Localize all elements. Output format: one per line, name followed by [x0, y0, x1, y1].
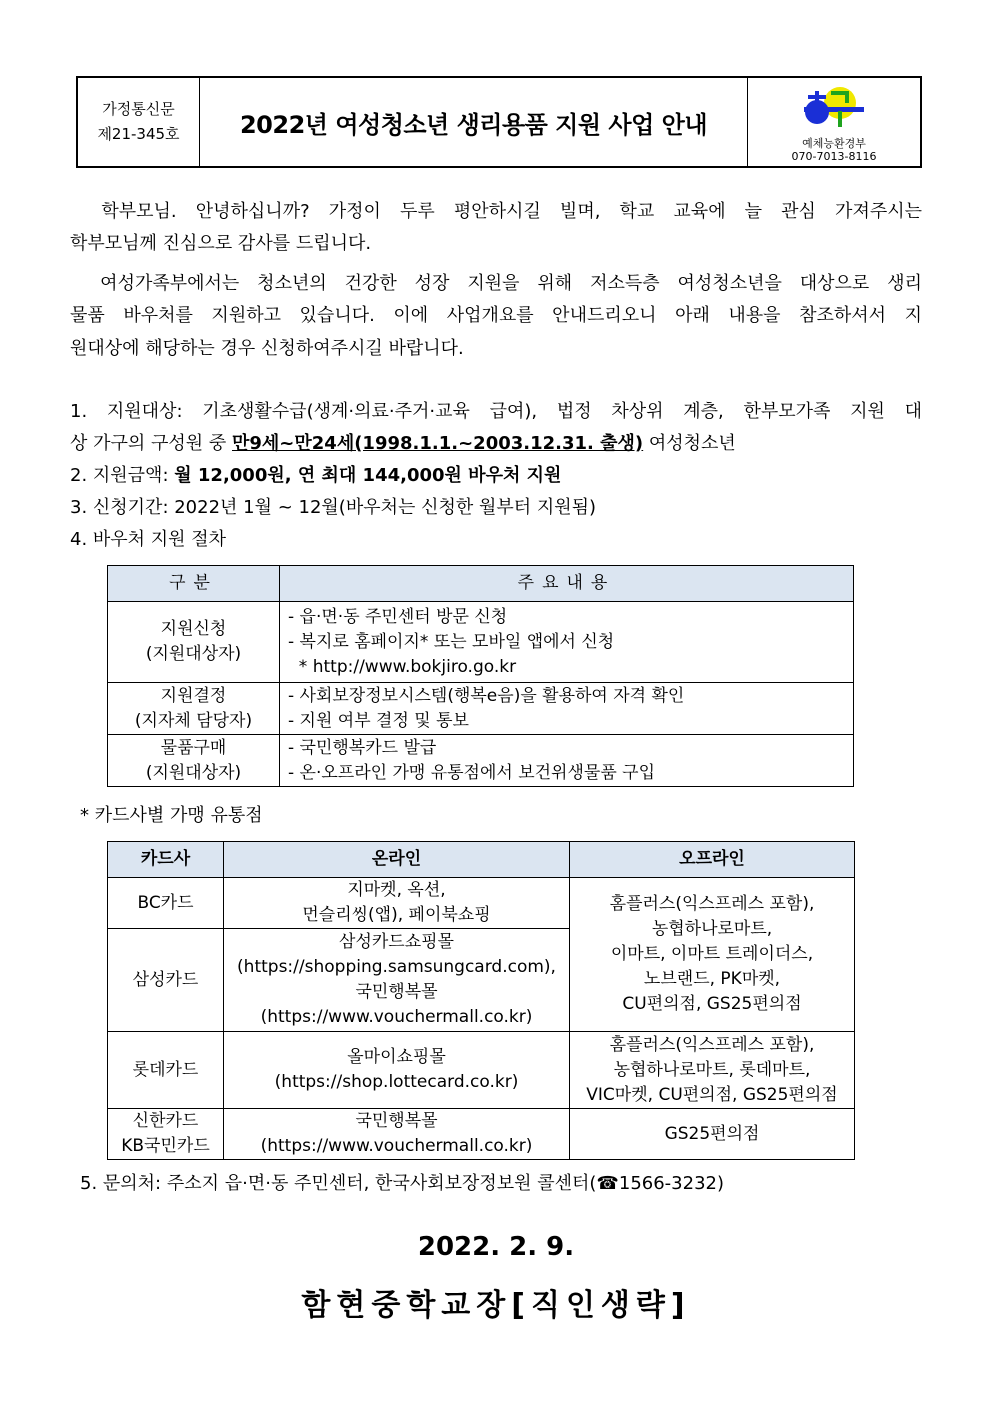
card-name: 롯데카드 — [108, 1032, 224, 1109]
row-content: - 사회보장정보시스템(행복e음)을 활용하여 자격 확인 - 지원 여부 결정 및 통보 — [280, 683, 854, 735]
col-category: 구분 — [108, 566, 280, 602]
row-content: - 국민행복카드 발급 - 온·오프라인 가맹 유통점에서 보건위생물품 구입 — [280, 735, 854, 787]
card-name: 신한카드 KB국민카드 — [108, 1109, 224, 1160]
offline-stores: 홈플러스(익스프레스 포함), 농협하나로마트, 이마트, 이마트 트레이더스, 노브랜드, PK마켓, CU편의점, GS25편의점 — [570, 878, 855, 1032]
online-stores: 올마이쇼핑몰 (https://shop.lottecard.co.kr) — [224, 1032, 570, 1109]
item-3: 3. 신청기간: 2022년 1월 ~ 12월(바우처는 신청한 월부터 지원됨) — [70, 497, 597, 518]
age-range: 만9세~만24세(1998.1.1.~2003.12.31. 출생) — [232, 433, 644, 454]
support-amount: 월 12,000원, 연 최대 144,000원 바우처 지원 — [174, 465, 562, 486]
doc-info — [78, 78, 200, 166]
table-row — [108, 735, 854, 787]
row-key: 지원결정 (지자체 담당자) — [108, 683, 280, 735]
row-content: - 읍·면·동 주민센터 방문 신청 - 복지로 홈페이지* 또는 모바일 앱에서 신청 * http://www.bokjiro.go.kr — [280, 602, 854, 683]
intro-line-4: 물품 바우처를 지원하고 있습니다. 이에 사업개요를 안내드리오니 아래 내용을 참조하셔서 지 — [70, 305, 922, 326]
table-row — [108, 1032, 855, 1109]
card-table — [107, 841, 855, 1160]
table-header-row — [108, 842, 855, 878]
intro-line-3: 여성가족부에서는 청소년의 건강한 성장 지원을 위해 저소득층 여성청소년을 대상으로 생리 — [70, 273, 922, 294]
school-info — [748, 78, 920, 166]
intro-line-5: 원대상에 해당하는 경우 신청하여주시길 바랍니다. — [70, 338, 464, 359]
department-phone: 070-7013-8116 — [791, 150, 877, 163]
card-note: * 카드사별 가맹 유통점 — [80, 805, 263, 826]
doc-number: 제21-345호 — [97, 125, 180, 143]
row-key: 물품구매 (지원대상자) — [108, 735, 280, 787]
issue-date: 2022. 2. 9. — [417, 1232, 575, 1262]
col-online: 온라인 — [224, 842, 570, 878]
col-content: 주요내용 — [280, 566, 854, 602]
table-row — [108, 602, 854, 683]
online-stores: 삼성카드쇼핑몰 (https://shopping.samsungcard.com), 국민행복몰 (https://www.vouchermall.co.kr) — [224, 929, 570, 1032]
table-header-row — [108, 566, 854, 602]
table-row — [108, 878, 855, 929]
offline-stores: 홈플러스(익스프레스 포함), 농협하나로마트, 롯데마트, VIC마켓, CU편의점, GS25편의점 — [570, 1032, 855, 1109]
table-row — [108, 683, 854, 735]
intro-line-1: 학부모님. 안녕하십니까? 가정이 두루 평안하시길 빌며, 학교 교육에 늘 관심 가져주시는 — [70, 201, 922, 222]
item-2-label: 2. 지원금액: — [70, 465, 175, 486]
principal-signature: 함현중학교장[직인생략] — [301, 1288, 691, 1323]
school-logo-icon — [802, 85, 866, 129]
item-5-contact: 5. 문의처: 주소지 읍·면·동 주민센터, 한국사회보장정보원 콜센터(☎1566-3232) — [80, 1173, 725, 1194]
online-stores: 지마켓, 옥션, 먼슬리씽(앱), 페이북쇼핑 — [224, 878, 570, 929]
col-offline: 오프라인 — [570, 842, 855, 878]
page-title: 2022년 여성청소년 생리용품 지원 사업 안내 — [200, 78, 748, 166]
table-row — [108, 1109, 855, 1160]
offline-stores: GS25편의점 — [570, 1109, 855, 1160]
department-name: 예체능환경부 — [802, 137, 866, 150]
item-1-suffix: 여성청소년 — [643, 433, 736, 454]
card-name: BC카드 — [108, 878, 224, 929]
item-1-line-2 — [70, 428, 736, 460]
header-box — [76, 76, 922, 168]
item-4: 4. 바우처 지원 절차 — [70, 529, 227, 550]
card-name: 삼성카드 — [108, 929, 224, 1032]
doc-type: 가정통신문 — [102, 100, 175, 118]
col-card-company: 카드사 — [108, 842, 224, 878]
item-1-line-1: 1. 지원대상: 기초생활수급(생계·의료·주거·교육 급여), 법정 차상위 계층, 한부모가족 지원 대 — [70, 401, 922, 422]
row-key: 지원신청 (지원대상자) — [108, 602, 280, 683]
item-1-text: 상 가구의 구성원 중 — [70, 433, 232, 454]
intro-line-2: 학부모님께 진심으로 감사를 드립니다. — [70, 233, 372, 254]
process-table — [107, 565, 854, 787]
item-2 — [70, 460, 561, 492]
online-stores: 국민행복몰 (https://www.vouchermall.co.kr) — [224, 1109, 570, 1160]
